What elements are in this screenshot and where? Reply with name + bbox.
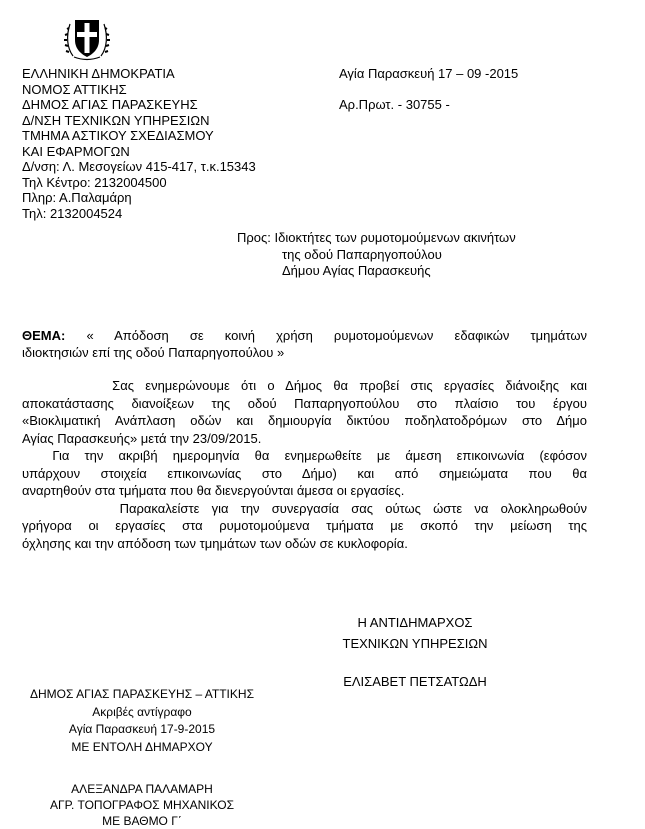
signature-title: ΤΕΧΝΙΚΩΝ ΥΠΗΡΕΣΙΩΝ	[342, 636, 488, 651]
sender-line: ΔΗΜΟΣ ΑΓΙΑΣ ΠΑΡΑΣΚΕΥΗΣ	[22, 97, 198, 112]
subject-label: ΘΕΜΑ:	[22, 328, 66, 343]
subject-text: ιδιοκτησιών επί της οδού Παπαρηγοπούλου »	[22, 345, 285, 360]
paragraph-line: «Βιοκλιματική Ανάπλαση οδών και δημιουργία δικτύου ποδηλατοδρόμων στο Δήμο	[22, 413, 587, 428]
sender-line: Πληρ: Α.Παλαμάρη	[22, 190, 132, 205]
paragraph-line: αποκατάστασης διανοίξεων της οδού Παπαρηγοπούλου στο πλαίσιο του έργου	[22, 395, 587, 411]
paragraph-line: Για την ακριβή ημερομηνία θα ενημερωθείτε με άμεση επικοινωνία (εφόσον	[22, 448, 587, 463]
document-date: Αγία Παρασκευή 17 – 09 -2015	[339, 66, 519, 81]
sender-line: Δ/νση: Λ. Μεσογείων 415-417, τ.κ.15343	[22, 159, 256, 174]
paragraph-line: Παρακαλείστε για την συνεργασία σας ούτως ώστε να ολοκληρωθούν	[22, 500, 587, 516]
subject-block	[22, 327, 587, 361]
signature-title: Η ΑΝΤΙΔΗΜΑΡΧΟΣ	[357, 615, 473, 630]
sender-line: Τηλ: 2132004524	[22, 205, 123, 221]
paragraph-3	[22, 500, 587, 553]
paragraph-line: υπάρχουν στοιχεία επικοινωνίας στο Δήμο) και από σημειώματα που θα	[22, 465, 587, 481]
stamp-grade: ΜΕ ΒΑΘΜΟ Γ΄	[102, 814, 182, 828]
subject-text: « Απόδοση σε κοινή χρήση ρυμοτομούμενων εδαφικών τμημάτων	[86, 328, 587, 343]
paragraph-line: γρήγορα οι εργασίες στα ρυμοτομούμενα τμήματα με σκοπό την μείωση της	[22, 518, 587, 533]
sender-block	[22, 66, 256, 221]
paragraph-line: Σας ενημερώνουμε ότι ο Δήμος θα προβεί στις εργασίες διάνοιξης και	[22, 378, 587, 393]
greek-coat-of-arms-icon	[64, 12, 110, 62]
stamp-line: Αγία Παρασκευή 17-9-2015	[68, 722, 216, 736]
letter-body	[22, 377, 587, 552]
stamp-line: Ακριβές αντίγραφο	[92, 704, 192, 719]
paragraph-2	[22, 447, 587, 500]
paragraph-line: αναρτηθούν στα τμήματα που θα διενεργούνται άμεσα οι εργασίες.	[22, 483, 405, 498]
recipient-line: της οδού Παπαρηγοπούλου	[282, 246, 442, 262]
stamp-name: ΑΛΕΞΑΝΔΡΑ ΠΑΛΑΜΑΡΗ	[71, 782, 213, 796]
signature-block	[340, 612, 490, 692]
recipient-line: Δήμου Αγίας Παρασκευής	[282, 263, 431, 278]
recipient-block	[237, 230, 516, 280]
recipient-line: Ιδιοκτήτες των ρυμοτομούμενων ακινήτων	[274, 230, 516, 245]
protocol-number: Αρ.Πρωτ. - 30755 -	[339, 97, 450, 112]
sender-line: ΚΑΙ ΕΦΑΡΜΟΓΩΝ	[22, 143, 130, 159]
paragraph-line: Αγίας Παρασκευής» μετά την 23/09/2015.	[22, 430, 262, 446]
stamp-title: ΑΓΡ. ΤΟΠΟΓΡΑΦΟΣ ΜΗΧΑΝΙΚΟΣ	[49, 798, 235, 812]
sender-line: ΕΛΛΗΝΙΚΗ ΔΗΜΟΚΡΑΤΙΑ	[22, 66, 175, 81]
paragraph-1	[22, 377, 587, 447]
sender-line: Δ/ΝΣΗ ΤΕΧΝΙΚΩΝ ΥΠΗΡΕΣΙΩΝ	[22, 112, 210, 128]
sender-line: Τηλ Κέντρο: 2132004500	[22, 174, 167, 190]
recipient-label: Προς:	[237, 230, 271, 245]
stamp-line: ΜΕ ΕΝΤΟΛΗ ΔΗΜΑΡΧΟΥ	[71, 739, 213, 754]
paragraph-line: όχλησης και την απόδοση των τμημάτων των οδών σε κυκλοφορία.	[22, 535, 408, 551]
sender-line: ΤΜΗΜΑ ΑΣΤΙΚΟΥ ΣΧΕΔΙΑΣΜΟΥ	[22, 128, 214, 143]
stamp-line: ΔΗΜΟΣ ΑΓΙΑΣ ΠΑΡΑΣΚΕΥΗΣ – ΑΤΤΙΚΗΣ	[30, 687, 254, 701]
signature-name: ΕΛΙΣΑΒΕΤ ΠΕΤΣΑΤΩΔΗ	[343, 674, 487, 689]
sender-line: ΝΟΜΟΣ ΑΤΤΙΚΗΣ	[22, 81, 127, 97]
certified-copy-stamp	[22, 686, 262, 829]
